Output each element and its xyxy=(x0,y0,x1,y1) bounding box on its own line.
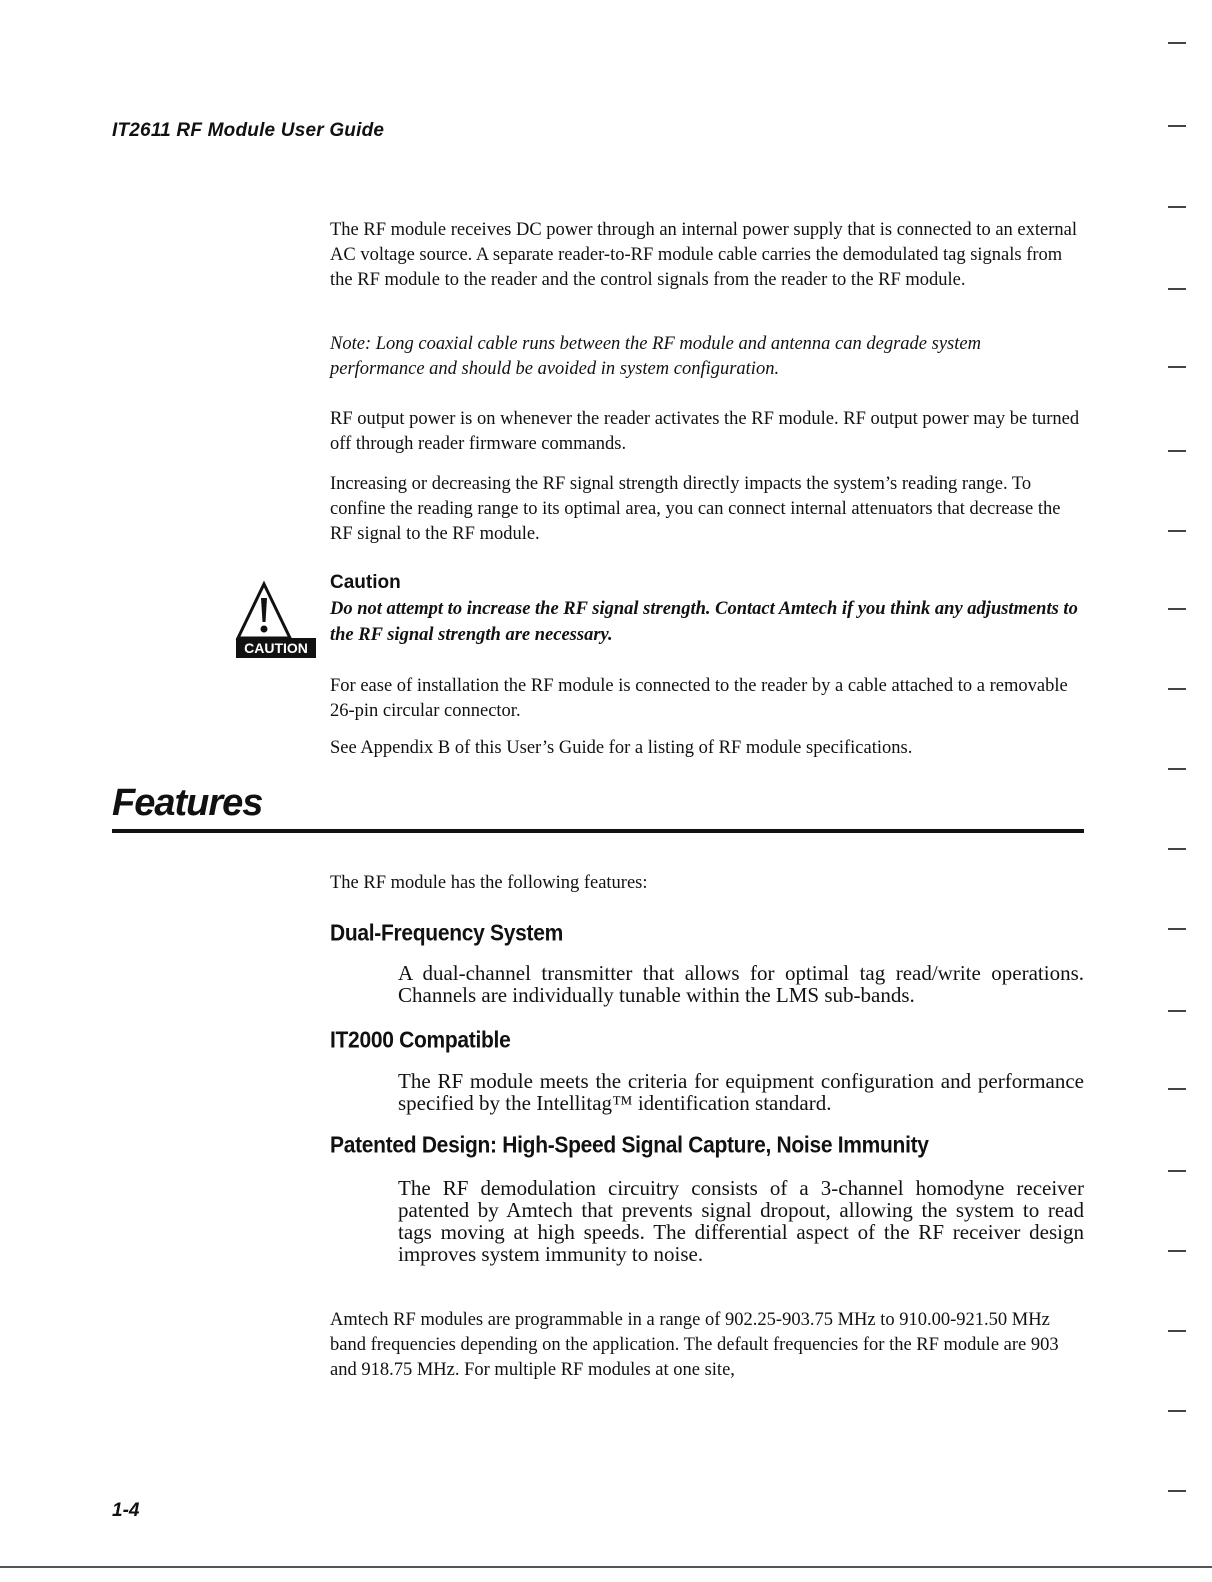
page-number: 1-4 xyxy=(112,1500,140,1521)
feature-body: The RF module meets the criteria for equipment configuration and performance specified by the Intellitag™ identification standard. xyxy=(398,1069,1084,1115)
intro-paragraph-2 xyxy=(330,407,1080,457)
closing-paragraph xyxy=(330,1308,1080,1383)
feature-body: The RF demodulation circuitry consists of a 3-channel homodyne receiver patented by Amtech that prevents signal dropout, allowing the system to read tags moving at high speeds. The differential aspect of the RF receiver design improves system immunity to noise. xyxy=(398,1176,1084,1266)
scan-edge-mark xyxy=(1168,848,1186,850)
connector-text: For ease of installation the RF module is connected to the reader by a cable attached to a removable 26-pin circular connector. xyxy=(330,676,1068,721)
caution-icon xyxy=(232,580,320,660)
scan-edge-mark xyxy=(1168,450,1186,452)
features-intro-text: The RF module has the following features: xyxy=(330,873,648,893)
section-title-features: Features xyxy=(112,782,263,824)
scan-edge-mark xyxy=(1168,688,1186,690)
scan-edge-mark xyxy=(1168,42,1186,44)
scan-edge-mark xyxy=(1168,125,1186,127)
intro-paragraph-1 xyxy=(330,218,1080,293)
note-text: Note: Long coaxial cable runs between the RF module and antenna can degrade system performance and should be avoided in system configuration. xyxy=(330,334,981,379)
scan-edge-mark xyxy=(1168,530,1186,532)
scan-bottom-edge xyxy=(0,1566,1212,1568)
caution-title: Caution xyxy=(330,572,401,593)
intro-paragraph-3 xyxy=(330,472,1080,547)
scan-edge-mark xyxy=(1168,608,1186,610)
scan-edge-mark xyxy=(1168,1170,1186,1172)
intro-paragraph-text: Increasing or decreasing the RF signal strength directly impacts the system’s reading range. To confine the reading range to its optimal area, you can connect internal attenuators that decrease the RF signal to the RF module. xyxy=(330,474,1061,544)
caution-icon-label: CAUTION xyxy=(244,640,308,656)
scan-edge-mark xyxy=(1168,1088,1186,1090)
scan-edge-mark xyxy=(1168,1490,1186,1492)
connector-paragraph xyxy=(330,674,1080,724)
feature-heading: Dual-Frequency System xyxy=(330,920,563,947)
appendix-text: See Appendix B of this User’s Guide for a listing of RF module specifications. xyxy=(330,738,913,758)
intro-paragraph-text: RF output power is on whenever the reader activates the RF module. RF output power may be turned off through reader firmware commands. xyxy=(330,409,1080,454)
features-intro xyxy=(330,871,1080,896)
feature-heading: IT2000 Compatible xyxy=(330,1027,511,1054)
scan-edge-mark xyxy=(1168,1010,1186,1012)
scan-edge-mark xyxy=(1168,768,1186,770)
scan-edge-mark xyxy=(1168,206,1186,208)
appendix-paragraph xyxy=(330,736,1080,761)
section-rule xyxy=(112,829,1084,833)
caution-text: Do not attempt to increase the RF signal strength. Contact Amtech if you think any adjustments to the RF signal strength are necessary. xyxy=(330,599,1078,645)
scan-edge-mark xyxy=(1168,1250,1186,1252)
note-paragraph xyxy=(330,332,1080,382)
feature-body: A dual-channel transmitter that allows for optimal tag read/write operations. Channels are individually tunable within the LMS sub-bands. xyxy=(398,961,1084,1007)
scan-edge-mark xyxy=(1168,928,1186,930)
scan-edge-mark xyxy=(1168,1410,1186,1412)
feature-heading: Patented Design: High-Speed Signal Capture, Noise Immunity xyxy=(330,1132,929,1159)
caution-triangle-icon xyxy=(232,580,320,660)
scan-edge-mark xyxy=(1168,366,1186,368)
scan-edge-mark xyxy=(1168,1330,1186,1332)
running-head: IT2611 RF Module User Guide xyxy=(112,120,385,141)
scan-edge-mark xyxy=(1168,288,1186,290)
closing-text: Amtech RF modules are programmable in a range of 902.25-903.75 MHz to 910.00-921.50 MHz band frequencies depending on the application. The default frequencies for the RF module are 903 and 918.75 MHz. For multiple RF modules at one site, xyxy=(330,1310,1059,1380)
intro-paragraph-text: The RF module receives DC power through an internal power supply that is connected to an external AC voltage source. A separate reader-to-RF module cable carries the demodulated tag signals from the RF module to the reader and the control signals from the reader to the RF module. xyxy=(330,220,1077,290)
